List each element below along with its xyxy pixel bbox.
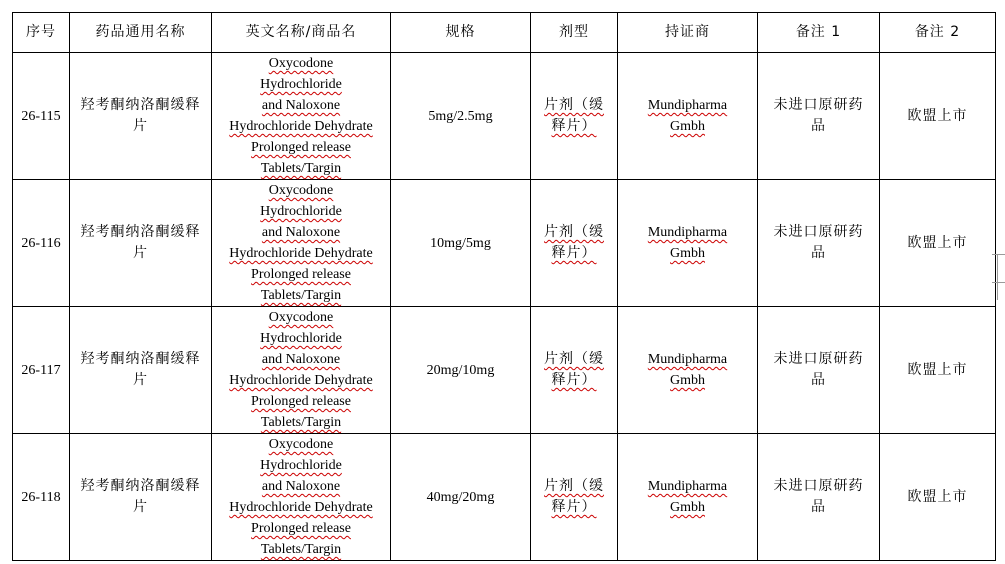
cell-holder-line: Mundipharma [647,352,728,367]
cell-dosage-form: 片剂（缓释片） [531,307,618,434]
cell-english-name [212,53,391,180]
cell-english-name-line: Hydrochloride Dehydrate [229,500,373,515]
cell-no: 26-116 [13,180,70,307]
cell-english-name-line: Tablets/Targin [260,161,342,176]
cell-spec: 5mg/2.5mg [391,53,531,180]
cell-dosage-form: 片剂（缓释片） [531,180,618,307]
cell-english-name-line: and Naloxone [261,479,341,494]
cell-english-name-line: Hydrochloride [260,331,342,346]
header-cell-spec: 规格 [391,13,531,53]
cell-english-name-line: Tablets/Targin [260,415,342,430]
cell-english-name [212,180,391,307]
cell-english-name-line: Prolonged release [251,140,351,155]
cell-english-name-line: Oxycodone [268,437,334,452]
cell-holder-line: Gmbh [670,246,705,261]
cell-english-name-line: Tablets/Targin [260,288,342,303]
header-cell-note1: 备注 1 [758,13,880,53]
table-row [13,307,996,434]
cell-english-name-line: and Naloxone [261,98,341,113]
drug-list-table [12,12,996,561]
header-cell-dosage-form: 剂型 [531,13,618,53]
cell-note1: 未进口原研药品 [758,434,880,561]
cell-english-name-line: Hydrochloride Dehydrate [229,119,373,134]
header-row [13,13,996,53]
cell-english-name-line: Prolonged release [251,394,351,409]
header-cell-holder: 持证商 [618,13,758,53]
cell-english-name-line: Prolonged release [251,267,351,282]
page-margin-tick-bottom [992,282,1005,283]
cell-english-name [212,434,391,561]
cell-spec: 40mg/20mg [391,434,531,561]
page-margin-marker [997,254,998,300]
header-cell-no: 序号 [13,13,70,53]
cell-english-name-line: Hydrochloride [260,204,342,219]
cell-no: 26-115 [13,53,70,180]
cell-note2: 欧盟上市 [880,434,996,561]
cell-english-name-line: Hydrochloride Dehydrate [229,373,373,388]
table-row [13,434,996,561]
cell-holder-line: Gmbh [670,373,705,388]
cell-holder-line: Mundipharma [647,98,728,113]
cell-no: 26-117 [13,307,70,434]
header-cell-note2: 备注 2 [880,13,996,53]
cell-spec: 20mg/10mg [391,307,531,434]
cell-spec: 10mg/5mg [391,180,531,307]
cell-generic-name: 羟考酮纳洛酮缓释片 [70,180,212,307]
cell-note2: 欧盟上市 [880,180,996,307]
cell-english-name-line: Hydrochloride Dehydrate [229,246,373,261]
cell-english-name [212,307,391,434]
cell-generic-name: 羟考酮纳洛酮缓释片 [70,307,212,434]
cell-note1: 未进口原研药品 [758,307,880,434]
header-cell-generic-name: 药品通用名称 [70,13,212,53]
cell-english-name-line: and Naloxone [261,225,341,240]
cell-note2: 欧盟上市 [880,307,996,434]
cell-generic-name: 羟考酮纳洛酮缓释片 [70,434,212,561]
header-cell-english-name: 英文名称/商品名 [212,13,391,53]
cell-no: 26-118 [13,434,70,561]
cell-english-name-line: and Naloxone [261,352,341,367]
cell-holder [618,53,758,180]
cell-holder [618,434,758,561]
cell-english-name-line: Oxycodone [268,310,334,325]
cell-note1: 未进口原研药品 [758,180,880,307]
cell-holder-line: Mundipharma [647,225,728,240]
cell-english-name-line: Tablets/Targin [260,542,342,557]
cell-holder-line: Gmbh [670,119,705,134]
cell-english-name-line: Hydrochloride [260,458,342,473]
cell-note2: 欧盟上市 [880,53,996,180]
cell-english-name-line: Oxycodone [268,56,334,71]
cell-holder-line: Gmbh [670,500,705,515]
cell-holder [618,307,758,434]
cell-dosage-form: 片剂（缓释片） [531,434,618,561]
table-row [13,180,996,307]
cell-english-name-line: Prolonged release [251,521,351,536]
cell-holder [618,180,758,307]
page-margin-tick-top [992,254,1005,255]
cell-english-name-line: Oxycodone [268,183,334,198]
cell-english-name-line: Hydrochloride [260,77,342,92]
cell-dosage-form: 片剂（缓释片） [531,53,618,180]
cell-generic-name: 羟考酮纳洛酮缓释片 [70,53,212,180]
table-row [13,53,996,180]
cell-holder-line: Mundipharma [647,479,728,494]
cell-note1: 未进口原研药品 [758,53,880,180]
